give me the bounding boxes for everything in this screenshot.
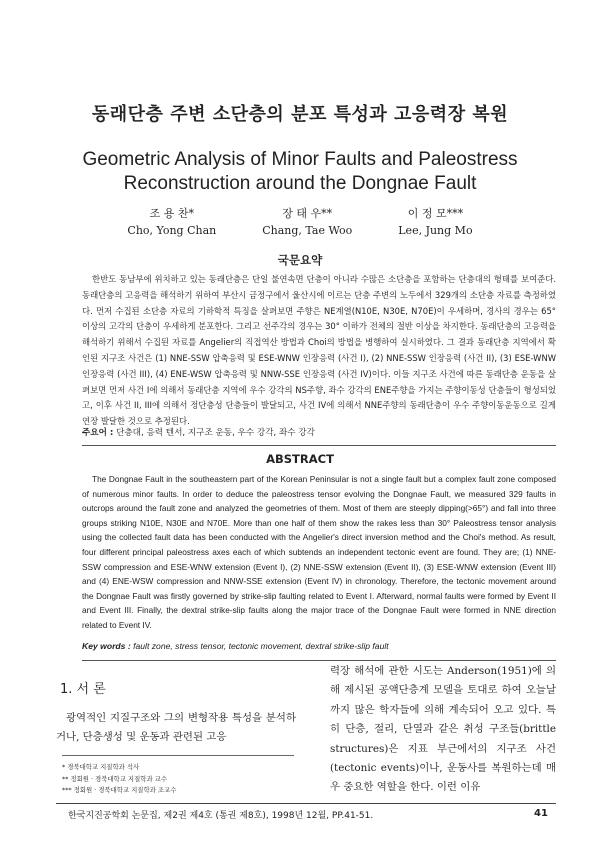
intro-left-text: 광역적인 지질구조와 그의 변형작용 특성을 분석하거나, 단층생성 및 운동과 관련된 고응 <box>56 712 296 744</box>
author-3-english: Lee, Jung Mo <box>398 224 473 237</box>
korean-keywords-text: 단층대, 응력 텐서, 지구조 운동, 우수 강각, 좌수 강각 <box>116 428 315 438</box>
author-3-korean: 이 정 모*** <box>407 207 464 220</box>
intro-left-column <box>56 678 296 748</box>
page-number: 41 <box>534 808 548 819</box>
korean-abstract-heading: 국문요약 <box>277 253 323 267</box>
author-2 <box>262 205 352 239</box>
author-1-korean: 조 용 찬* <box>149 207 194 220</box>
author-3 <box>398 205 472 239</box>
english-keywords-label: Key words : <box>82 641 131 651</box>
footnote-1: * 경북대학교 지질학과 석사 <box>62 763 140 771</box>
intro-right-column: 력장 해석에 관한 시도는 Anderson(1951)에 의해 제시된 공액단층계 모델을 토대로 하여 오늘날까지 많은 학자들에 의해 계속되어 오고 있다. 특히 단층, 절리, 단열과 같은 취성 구조들(brittle structures)은 지표 부근에서의 지구조 사건(tectonic events)이나, 운동사를 복원하는데 매우 중요한 역할을 한다. 이런 이유 <box>330 665 556 794</box>
journal-citation: 한국지진공학회 논문집, 제2권 제4호 (통권 제8호), 1998년 12월, PP.41-51. <box>68 811 374 821</box>
footnote-2: ** 정회원 · 경북대학교 지질학과 교수 <box>62 774 168 783</box>
divider-rule-2 <box>82 660 556 661</box>
title-english-line2: Reconstruction around the Dongnae Fault <box>123 173 477 194</box>
author-2-korean: 장 태 우** <box>282 207 333 220</box>
title-english <box>0 148 600 196</box>
korean-abstract-body: 한반도 동남부에 위치하고 있는 동래단층은 단일 불연속면 단층이 아니라 수많은 소단층을 포함하는 단층대의 형태를 보여준다. 동래단층의 고응력을 해석하기 위하여 부산시 금정구에서 울산시에 이르는 단층 주변의 노두에서 329개의 소단층 자료를 측정하였다. 먼저 수집된 소단층 자료의 기하학적 특징을 살펴보면 주향은 NE계열(N10E, N30E, N70E)이 우세하며, 경사의 경우는 65° 이상의 고각의 단층이 우세하게 분포한다. 그리고 선주각의 경우는 30° 이하가 전체의 절반 이상을 차지한다. 동래단층의 고응력을 해석하기 위해서 수집된 자료를 Angelier의 직접역산 방법과 Choi의 방법을 병행하여 실시하였다. 그 결과 동래단층 지역에서 확인된 지구조 사건은 (1) NNE-SSW 압축응력 및 ESE-WNW 인장응력 (사건 I), (2) NNE-SSW 인장응력 (사건 II), (3) ESE-WNW 인장응력 (사건 III), (4) ENE-WSW 압축응력 및 NNW-SSE 인장응력 (사건 IV)이다. 이들 지구조 사건에 따른 동래단층 운동을 살펴보면 먼저 사건 I에 의해서 동래단층 지역에 우수 강각의 NS주향, 좌수 강각의 ENE주향을 가지는 주향이동성 단층들이 형성되었고, 이후 사건 II, III에 의해서 정단층성 단층들이 발달되고, 사건 IV에 의해서 NNE주향의 동래단층이 우수 주향이동운동으로 길게 연장 발달한 것으로 추정된다. <box>82 274 556 427</box>
english-abstract-heading: ABSTRACT <box>266 452 334 466</box>
author-1-english: Cho, Yong Chan <box>127 224 217 237</box>
korean-keywords <box>82 426 556 438</box>
divider-rule <box>82 445 556 446</box>
korean-keywords-label: 주요어 : <box>82 428 114 438</box>
english-keywords <box>82 641 556 651</box>
footer-rule <box>56 803 556 804</box>
title-english-line1: Geometric Analysis of Minor Faults and Paleostress <box>82 149 518 170</box>
english-abstract-body: The Dongnae Fault in the southeastern part of the Korean Peninsular is not a single fault but a complex fault zone composed of numerous minor faults. In order to deduce the paleostress tensor evolving the Dongnae Fault, we measured 329 faults in outcrops around the fault zone and analyzed the geometries of them. Most of them are steeply dipping(>65°) and fall into three groups striking N10E, N30E and N70E. More than one half of them show the rakes less than 30° Paleostress tensor analysis using the collected fault data has been conducted with the Angelier's direct inversion method and the Choi's method. As result, four different principal paleostress axes each of which subtends an independent tectonic event are found. They are; (1) NNE-SSW compression and ESE-WNW extension (Event I), (2) NNE-SSW extension (Event II), (3) ESE-WNW extension (Event III) and (4) ENE-WSW compression and NNW-SSE extension (Event IV) in chronology. Therefore, the tectonic movement around the Dongnae Fault was firstly governed by strike-slip faulting related to Event I. Afterward, normal faults were formed by Event II and Event III. Finally, the dextral strike-slip faults along the major trace of the Dongnae Fault were formed in NNE direction related to Event IV. <box>82 474 556 630</box>
author-list <box>0 205 600 239</box>
english-keywords-text: fault zone, stress tensor, tectonic movement, dextral strike-slip fault <box>133 641 389 651</box>
footnote-3: *** 정회원 · 경북대학교 지질학과 조교수 <box>62 786 177 794</box>
author-1 <box>127 205 216 239</box>
title-korean: 동래단층 주변 소단층의 분포 특성과 고응력장 복원 <box>91 104 509 125</box>
author-2-english: Chang, Tae Woo <box>262 224 353 237</box>
intro-heading: 1. 서 론 <box>60 682 106 697</box>
author-footnotes <box>62 755 294 797</box>
